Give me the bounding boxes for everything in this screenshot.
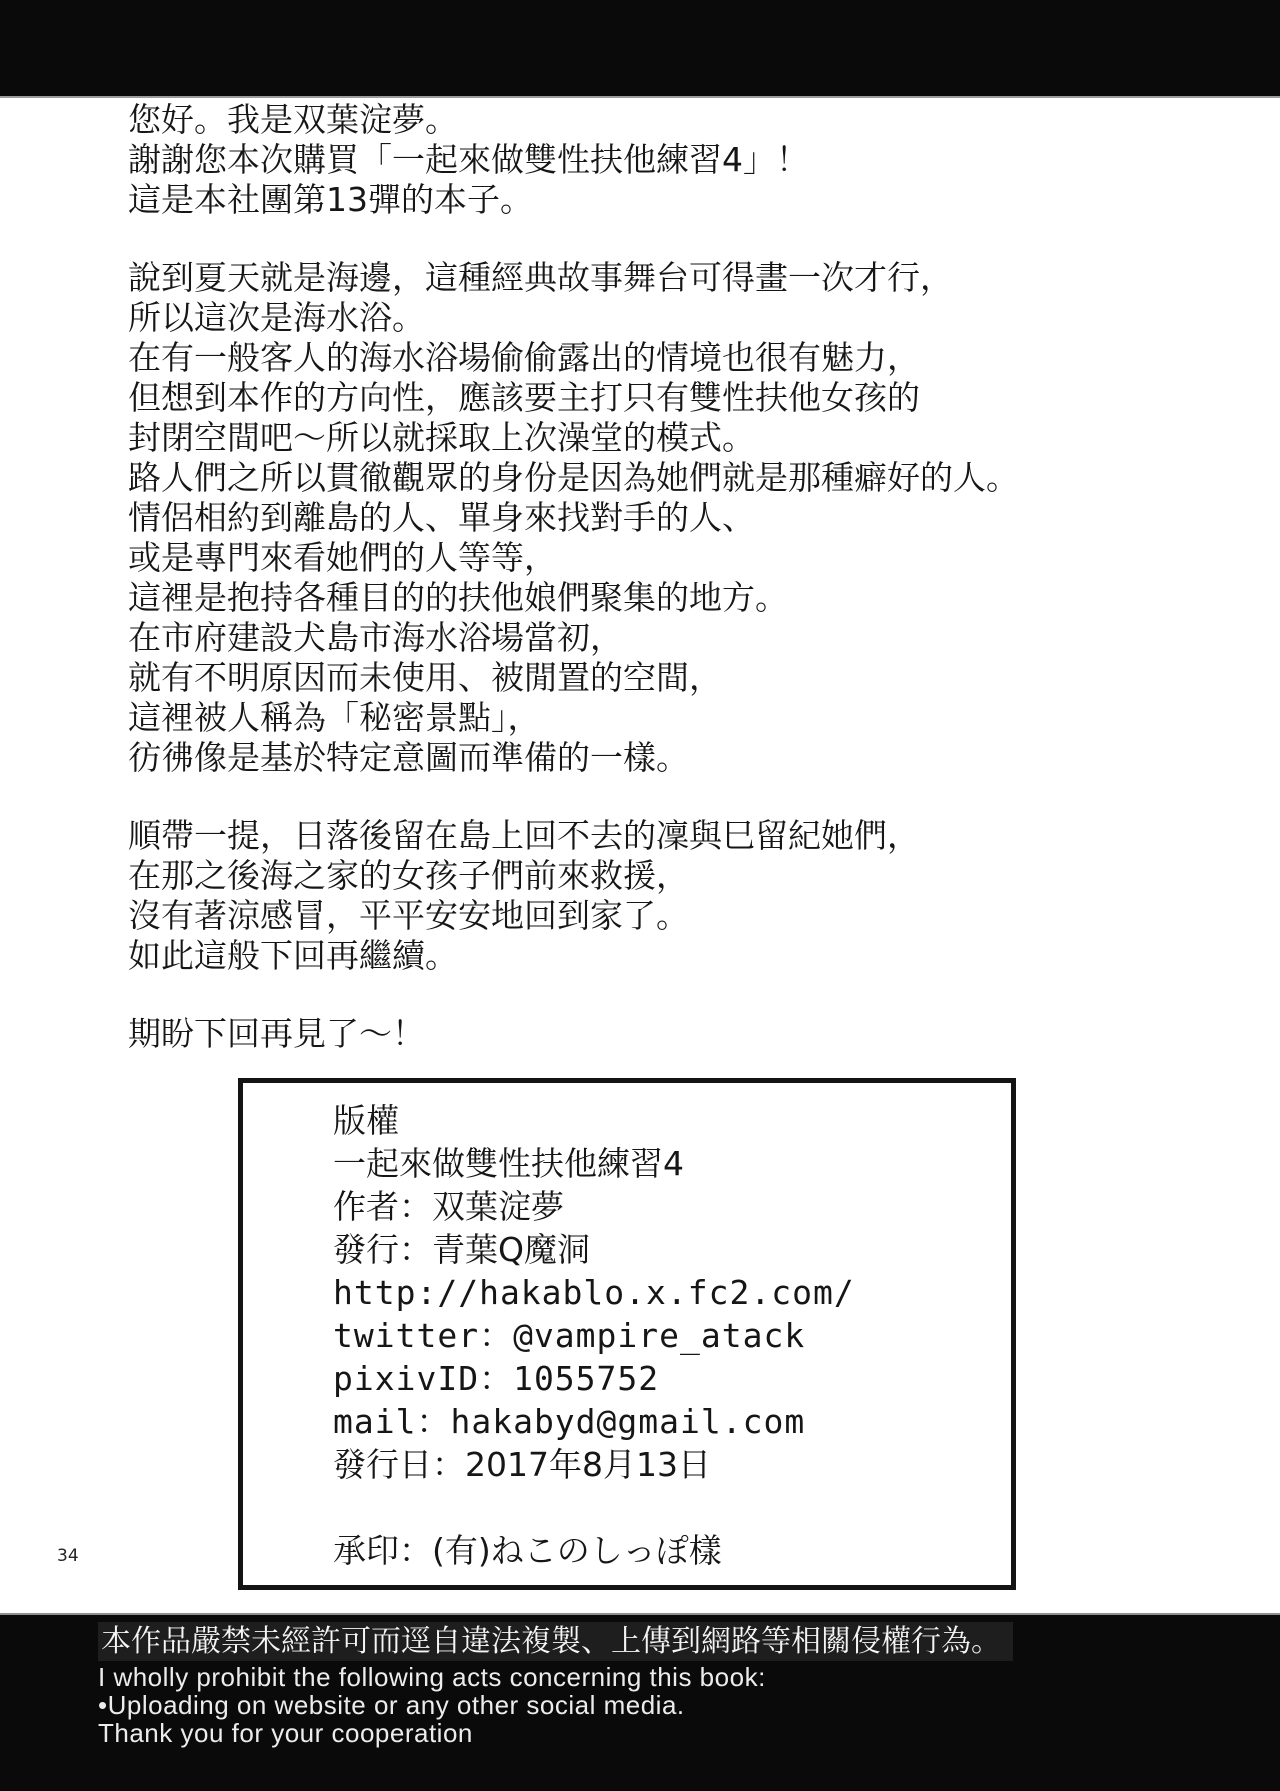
text-line: 情侶相約到離島的人、單身來找對手的人、	[128, 498, 755, 537]
footer-warning-en-line-1: I wholly prohibit the following acts concerning this book:	[98, 1662, 766, 1692]
colophon-heading: 版權	[333, 1101, 399, 1140]
text-line: 在那之後海之家的女孩子們前來救援，	[128, 856, 689, 895]
afterword-text	[128, 100, 1208, 1092]
text-line: 路人們之所以貫徹觀眾的身份是因為她們就是那種癖好的人。	[128, 458, 1019, 497]
text-line: 但想到本作的方向性，應該要主打只有雙性扶他女孩的	[128, 378, 920, 417]
text-line: 所以這次是海水浴。	[128, 298, 425, 337]
colophon-printer: 承印：(有)ねこのしっぽ樣	[333, 1531, 722, 1570]
text-line: 這是本社團第13彈的本子。	[128, 180, 533, 219]
colophon-website: http://hakablo.x.fc2.com/	[333, 1273, 855, 1312]
afterword-paragraph-1	[128, 100, 1208, 220]
text-line: 謝謝您本次購買「一起來做雙性扶他練習4」！	[128, 140, 809, 179]
text-line: 這裡被人稱為「秘密景點」，	[128, 698, 541, 737]
text-line: 這裡是抱持各種目的的扶他娘們聚集的地方。	[128, 578, 788, 617]
text-line: 如此這般下回再繼續。	[128, 936, 458, 975]
text-line: 期盼下回再見了～！	[128, 1014, 425, 1053]
footer-warning-zh-text: 本作品嚴禁未經許可而逕自違法複製、上傳到網路等相關侵權行為。	[98, 1622, 1013, 1661]
footer-warning-en-line-2: •Uploading on website or any other social media.	[98, 1690, 685, 1720]
text-line: 您好。我是双葉淀夢。	[128, 100, 458, 139]
colophon-title: 一起來做雙性扶他練習4	[333, 1144, 684, 1183]
page-top-border	[0, 0, 1280, 98]
text-line: 說到夏天就是海邊，這種經典故事舞台可得畫一次才行，	[128, 258, 953, 297]
text-line: 沒有著涼感冒，平平安安地回到家了。	[128, 896, 689, 935]
colophon-twitter: twitter：@vampire_atack	[333, 1316, 806, 1355]
colophon-publish-date: 發行日：2017年8月13日	[333, 1445, 711, 1484]
footer-warning-zh	[98, 1623, 1280, 1661]
footer-warning-en-line-3: Thank you for your cooperation	[98, 1718, 473, 1748]
afterword-paragraph-3	[128, 816, 1208, 976]
colophon-pixiv-id: pixivID：1055752	[333, 1359, 660, 1398]
page-number: 34	[57, 1546, 79, 1566]
text-line: 彷彿像是基於特定意圖而準備的一樣。	[128, 738, 689, 777]
colophon-publisher: 發行：青葉Q魔洞	[333, 1230, 590, 1269]
afterword-paragraph-4	[128, 1014, 1208, 1054]
colophon-box	[238, 1078, 1016, 1590]
colophon-author: 作者：双葉淀夢	[333, 1187, 564, 1226]
text-line: 順帶一提，日落後留在島上回不去的凜與巳留紀她們，	[128, 816, 920, 855]
text-line: 封閉空間吧～所以就採取上次澡堂的模式。	[128, 418, 755, 457]
afterword-paragraph-2	[128, 258, 1208, 778]
text-line: 在市府建設犬島市海水浴場當初，	[128, 618, 623, 657]
text-line: 就有不明原因而未使用、被閒置的空間，	[128, 658, 722, 697]
text-line: 或是專門來看她們的人等等，	[128, 538, 557, 577]
colophon-mail: mail：hakabyd@gmail.com	[333, 1402, 806, 1441]
copyright-footer	[0, 1613, 1280, 1791]
text-line: 在有一般客人的海水浴場偷偷露出的情境也很有魅力，	[128, 338, 920, 377]
colophon-spacer	[333, 1486, 1001, 1529]
